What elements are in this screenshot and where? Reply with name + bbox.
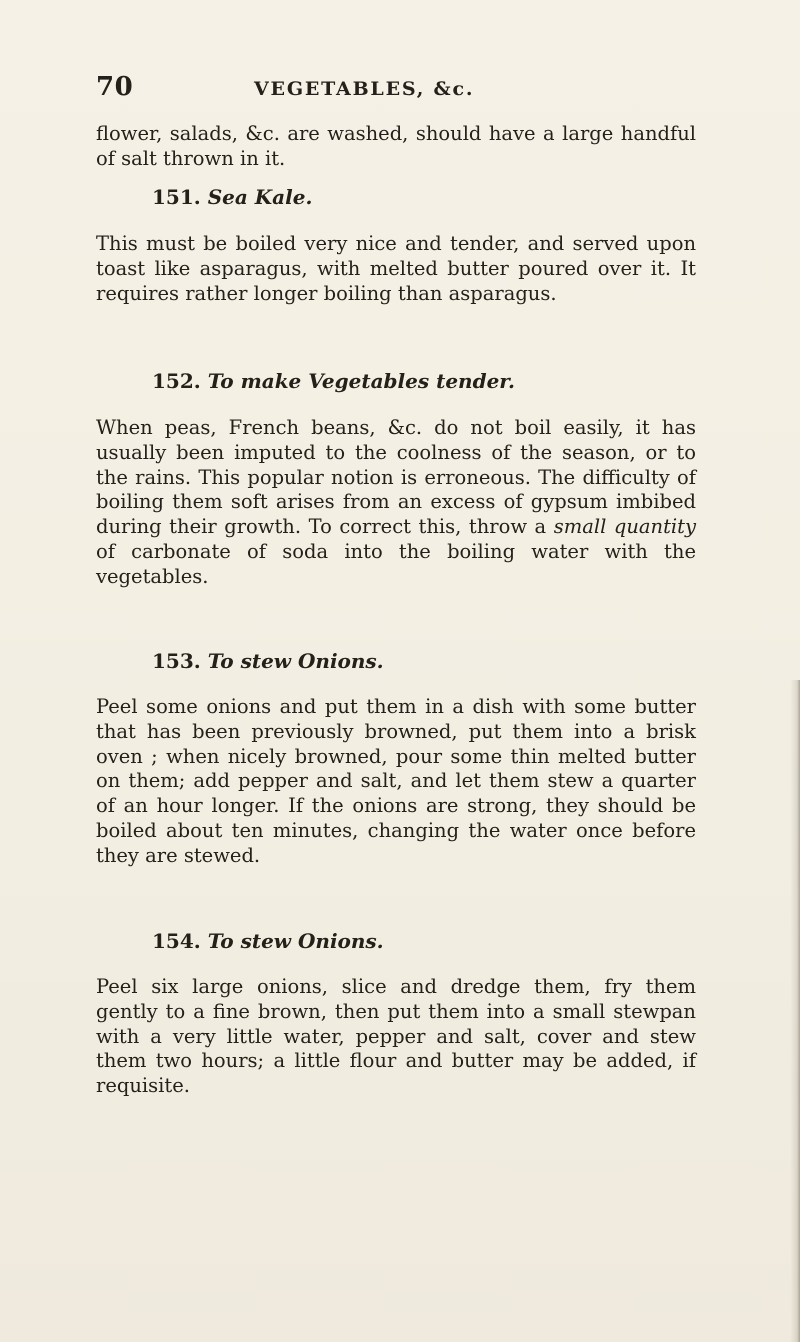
section-heading-153 [152, 649, 384, 673]
emphasis-text: small quantity [553, 515, 697, 539]
section-number: 152. [152, 369, 201, 393]
section-number: 153. [152, 649, 201, 673]
running-head: VEGETABLES, &c. [254, 78, 475, 100]
paragraph-text: of carbonate of soda into the boiling water with the vegetables. [96, 539, 696, 588]
page-edge-shadow [790, 680, 800, 1342]
section-title: To make Vegetables tender. [207, 369, 515, 393]
section-heading-151 [152, 185, 312, 209]
paragraph-text: When peas, French beans, &c. do not boil easily, it has usually been imputed to the coolness of the season, or to the rains. This popular notion is erroneous. The difficulty of boiling them soft arises from an excess of gypsum imbibed during their growth. To correct this, throw a [96, 416, 696, 539]
section-paragraph-151: This must be boiled very nice and tender, and served upon toast like asparagus, with melted butter poured over it. It requires rather longer boiling than asparagus. [96, 232, 696, 305]
section-title: To stew Onions. [207, 649, 384, 673]
section-heading-152 [152, 369, 515, 393]
page-number: 70 [96, 72, 134, 102]
section-paragraph-153: Peel some onions and put them in a dish with some butter that has been previously browned, put them into a brisk oven ; when nicely browned, pour some thin melted butter on them; add pepper and salt, and let them stew a quarter of an hour longer. If the onions are strong, they should be boiled about ten minutes, changing the water once before they are stewed. [96, 695, 696, 867]
section-number: 151. [152, 185, 201, 209]
section-title: Sea Kale. [207, 185, 313, 209]
section-title: To stew Onions. [207, 929, 384, 953]
page-header [96, 72, 716, 112]
section-paragraph-152 [96, 416, 696, 590]
section-paragraph-154: Peel six large onions, slice and dredge them, fry them gently to a fine brown, then put them into a small stewpan with a very little water, pepper and salt, cover and stew them two hours; a little flour and butter may be added, if requisite. [96, 975, 696, 1098]
section-heading-154 [152, 929, 384, 953]
section-number: 154. [152, 929, 201, 953]
intro-paragraph: flower, salads, &c. are washed, should have a large handful of salt thrown in it. [96, 122, 696, 170]
